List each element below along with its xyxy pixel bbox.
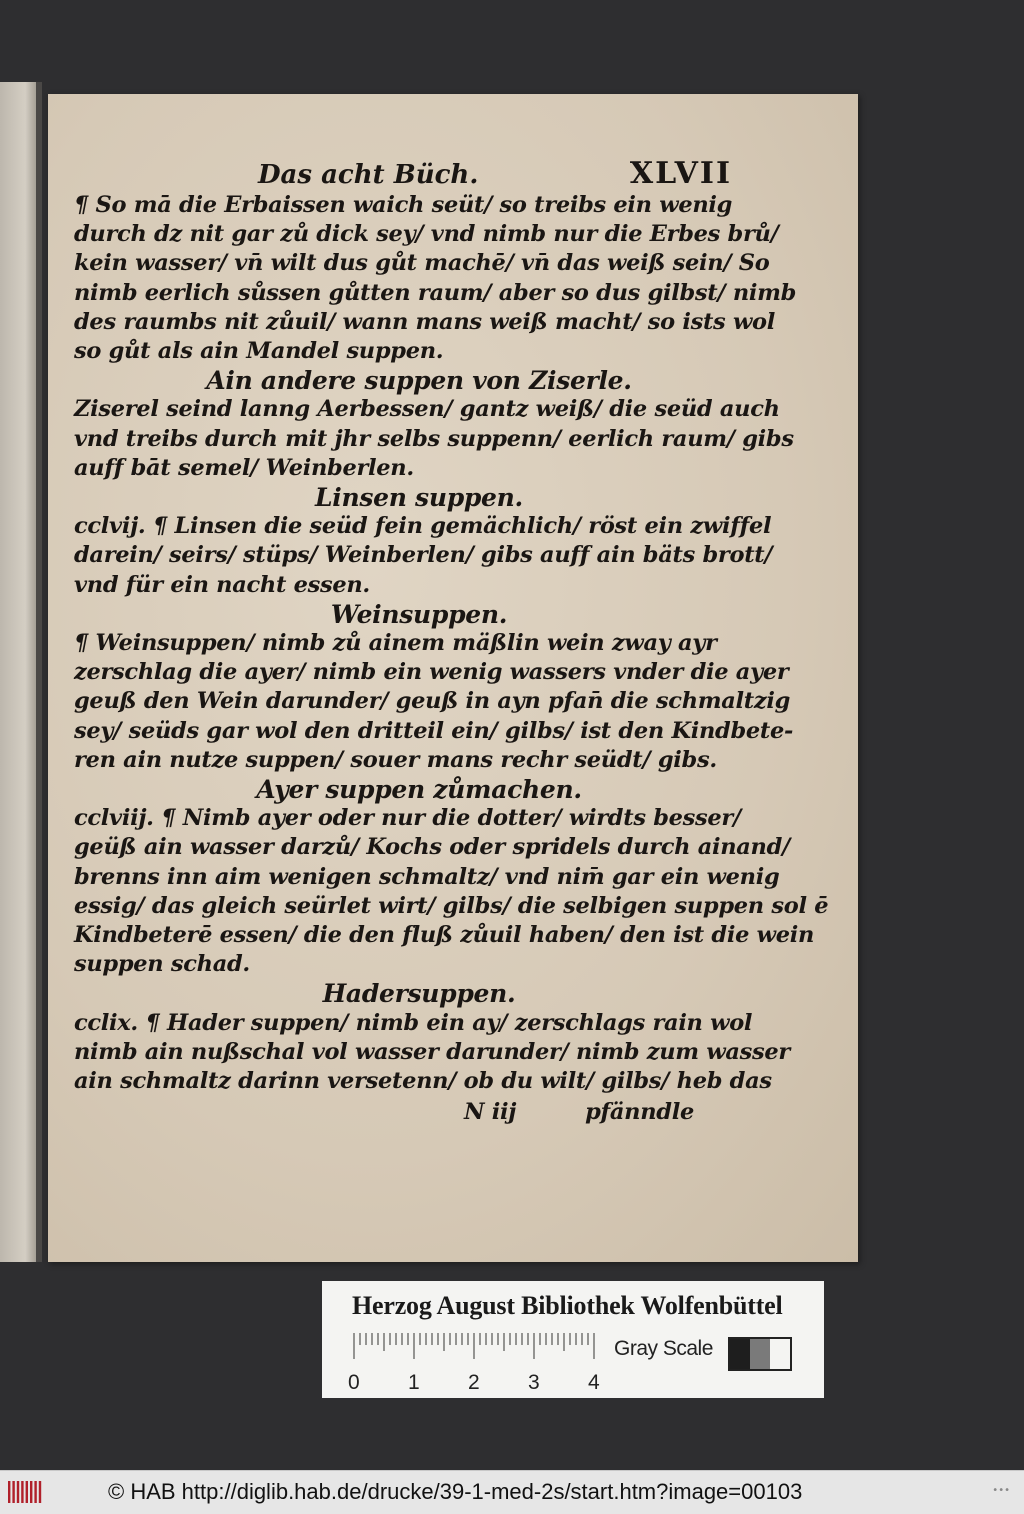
ruler-number: 1 <box>408 1371 420 1394</box>
logo-stripe <box>30 1481 32 1503</box>
text-line: nimb eerlich sůssen gůtten raum/ aber so dus gilbst/ nimb <box>74 279 797 306</box>
section-heading: Ain andere suppen von Ziserle. <box>206 366 632 396</box>
text-line: ain schmaltz darinn versetenn/ ob du wilt/ gilbs/ heb das <box>74 1068 772 1095</box>
section-heading: Weinsuppen. <box>330 599 508 629</box>
page-content <box>74 156 829 1128</box>
text-line: ren ain nutze suppen/ souer mans rechr seüdt/ gibs. <box>74 746 717 773</box>
text-line: Ziserel seind lanng Aerbessen/ gantz weiß/ die seüd auch <box>74 396 780 423</box>
more-icon[interactable]: ••• <box>992 1485 1010 1496</box>
signature-mark: N iij <box>464 1099 517 1126</box>
logo-stripe <box>21 1481 23 1503</box>
text-line: auff bāt semel/ Weinberlen. <box>74 454 414 481</box>
text-line: zerschlag die ayer/ nimb ein wenig wassers vnder die ayer <box>74 659 789 686</box>
section-heading: Ayer suppen zůmachen. <box>256 775 582 805</box>
hab-logo-icon <box>6 1479 44 1505</box>
logo-stripe <box>34 1481 36 1503</box>
text-line: geüß ain wasser darzů/ Kochs oder spridels durch ainand/ <box>74 834 790 861</box>
gray-swatch <box>730 1339 750 1369</box>
text-line: cclvij. ¶ Linsen die seüd fein gemächlich/ röst ein zwiffel <box>74 513 772 540</box>
text-line: geuß den Wein darunder/ geuß in ayn pfan̄ die schmaltzig <box>74 688 791 715</box>
text-line: nimb ain nußschal vol wasser darunder/ nimb zum wasser <box>74 1038 790 1065</box>
book-page <box>48 94 858 1262</box>
text-line: ¶ Weinsuppen/ nimb zů ainem mäßlin wein zway ayr <box>74 630 717 657</box>
logo-stripe <box>17 1481 19 1503</box>
text-line: sey/ seüds gar wol den dritteil ein/ gilbs/ ist den Kindbete- <box>74 717 794 744</box>
ruler-number: 3 <box>528 1371 540 1394</box>
gray-scale-swatches <box>728 1337 792 1371</box>
library-name: Herzog August Bibliothek Wolfenbüttel <box>352 1291 783 1320</box>
text-line: brenns inn aim wenigen schmaltz/ vnd nim̄ gar ein wenig <box>74 863 780 890</box>
previous-page-edge <box>0 82 42 1262</box>
folio-number: XLVII <box>629 156 732 191</box>
section-heading: Hadersuppen. <box>322 979 516 1009</box>
text-line: kein wasser/ vn̄ wilt dus gůt machē/ vn̄ das weiß sein/ So <box>74 250 770 277</box>
running-header <box>258 156 732 191</box>
logo-stripe <box>26 1481 28 1503</box>
text-line: cclix. ¶ Hader suppen/ nimb ein ay/ zerschlags rain wol <box>74 1009 753 1036</box>
scale-ruler <box>352 1333 597 1359</box>
text-line: ¶ So mā die Erbaissen waich seüt/ so treibs ein wenig <box>74 192 733 218</box>
text-line: Kindbeterē essen/ die den fluß zůuil haben/ den ist die wein <box>74 922 815 949</box>
copyright-url[interactable]: © HAB http://diglib.hab.de/drucke/39-1-med-2s/start.htm?image=00103 <box>108 1479 803 1504</box>
gray-scale-label: Gray Scale <box>614 1337 713 1360</box>
ruler-number: 2 <box>468 1371 480 1394</box>
ruler-number: 4 <box>588 1371 600 1394</box>
page-body-text <box>74 191 829 1096</box>
library-color-card <box>322 1281 824 1398</box>
section-heading: Linsen suppen. <box>315 483 523 513</box>
text-line: essig/ das gleich seürlet wirt/ gilbs/ die selbigen suppen sol ē <box>74 892 829 919</box>
footer-bar <box>0 1470 1024 1514</box>
text-line: cclviij. ¶ Nimb ayer oder nur die dotter/ wirdts besser/ <box>74 805 741 832</box>
ruler-numbers <box>348 1371 608 1395</box>
text-line: vnd für ein nacht essen. <box>74 571 370 598</box>
text-line: des raumbs nit zůuil/ wann mans weiß macht/ so ists wol <box>74 308 775 335</box>
text-line: darein/ seirs/ stüps/ Weinberlen/ gibs auff ain bäts brott/ <box>74 542 773 569</box>
logo-stripe <box>12 1481 14 1503</box>
gray-swatch <box>750 1339 770 1369</box>
gray-swatch <box>770 1339 790 1369</box>
ruler-number: 0 <box>348 1371 360 1394</box>
text-line: so gůt als ain Mandel suppen. <box>74 338 444 365</box>
text-line: durch dz nit gar zů dick sey/ vnd nimb nur die Erbes brů/ <box>74 221 779 248</box>
catchword: pfänndle <box>585 1099 694 1126</box>
page-footer-line <box>74 1098 694 1127</box>
logo-stripe <box>8 1481 10 1503</box>
running-title: Das acht Büch. <box>258 160 479 190</box>
logo-stripe <box>39 1481 41 1503</box>
text-line: suppen schad. <box>74 951 250 978</box>
text-line: vnd treibs durch mit jhr selbs suppenn/ eerlich raum/ gibs <box>74 425 794 452</box>
